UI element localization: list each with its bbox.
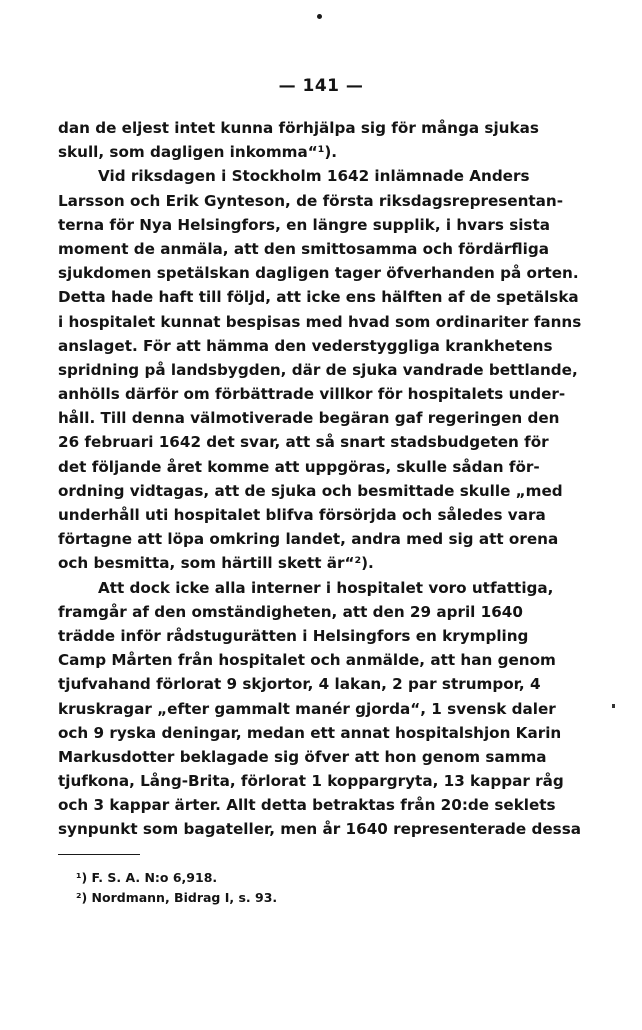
footnote-rule — [58, 854, 140, 855]
text-line: synpunkt som bagateller, men år 1640 representerade dessa — [58, 820, 581, 839]
text-line: tjufkona, Lång-Brita, förlorat 1 koppargryta, 13 kappar råg — [58, 772, 564, 791]
text-line: trädde inför rådstugurätten i Helsingfors en krympling — [58, 626, 529, 645]
text-line: och 9 ryska deningar, medan ett annat hospitalshjon Karin — [58, 723, 562, 742]
text-line: spridning på landsbygden, där de sjuka vandrade bettlande, — [58, 360, 578, 379]
footnote: ²) Nordmann, Bidrag I, s. 93. — [76, 890, 278, 905]
text-line: Detta hade haft till följd, att icke ens hälften af de spetälska — [58, 288, 579, 307]
text-line: underhåll uti hospitalet blifva försörjda och således vara — [58, 506, 546, 524]
text-line: förtagne att löpa omkring landet, andra med sig att orena — [58, 530, 559, 549]
footnotes — [76, 868, 496, 908]
body-text — [58, 116, 582, 842]
text-line: skull, som dagligen inkomma“¹). — [58, 143, 338, 162]
text-line: anhölls därför om förbättrade villkor för hospitalets under- — [58, 385, 566, 404]
text-line: Larsson och Erik Gynteson, de första riksdagsrepresentan- — [58, 191, 564, 210]
text-line: kruskragar „efter gammalt manér gjorda“, 1 svensk daler — [58, 699, 556, 718]
text-line: Markusdotter beklagade sig öfver att hon genom samma — [58, 747, 547, 766]
text-line: dan de eljest intet kunna förhjälpa sig för många sjukas — [58, 119, 539, 137]
text-line: sjukdomen spetälskan dagligen tager öfverhanden på orten. — [58, 264, 579, 283]
text-line: anslaget. För att hämma den vederstyggliga krankhetens — [58, 336, 553, 355]
margin-mark — [612, 704, 615, 708]
text-line: och besmitta, som härtill skett är“²). — [58, 554, 374, 573]
text-line: Att dock icke alla interner i hospitalet voro utfattiga, — [98, 578, 554, 597]
text-line: tjufvahand förlorat 9 skjortor, 4 lakan, 2 par strumpor, 4 — [58, 675, 541, 694]
text-line: Vid riksdagen i Stockholm 1642 inlämnade Anders — [98, 167, 530, 186]
text-line: moment de anmäla, att den smittosamma och fördärfliga — [58, 239, 549, 258]
footnote: ¹) F. S. A. N:o 6,918. — [76, 870, 218, 885]
text-line: 26 februari 1642 det svar, att så snart stadsbudgeten för — [58, 433, 549, 452]
text-line: framgår af den omständigheten, att den 29 april 1640 — [58, 602, 523, 621]
text-line: terna för Nya Helsingfors, en längre supplik, i hvars sista — [58, 215, 550, 234]
text-line: Camp Mårten från hospitalet och anmälde, att han genom — [58, 651, 556, 670]
text-line: och 3 kappar ärter. Allt detta betraktas från 20:de seklets — [58, 796, 556, 815]
text-line: det följande året komme att uppgöras, skulle sådan för- — [58, 457, 540, 476]
page-number: — 141 — — [278, 76, 364, 96]
text-line: ordning vidtagas, att de sjuka och besmittade skulle „med — [58, 481, 563, 500]
ink-speck — [317, 14, 322, 19]
text-line: i hospitalet kunnat bespisas med hvad som ordinariter fanns — [58, 312, 582, 331]
text-line: håll. Till denna välmotiverade begäran gaf regeringen den — [58, 409, 560, 428]
